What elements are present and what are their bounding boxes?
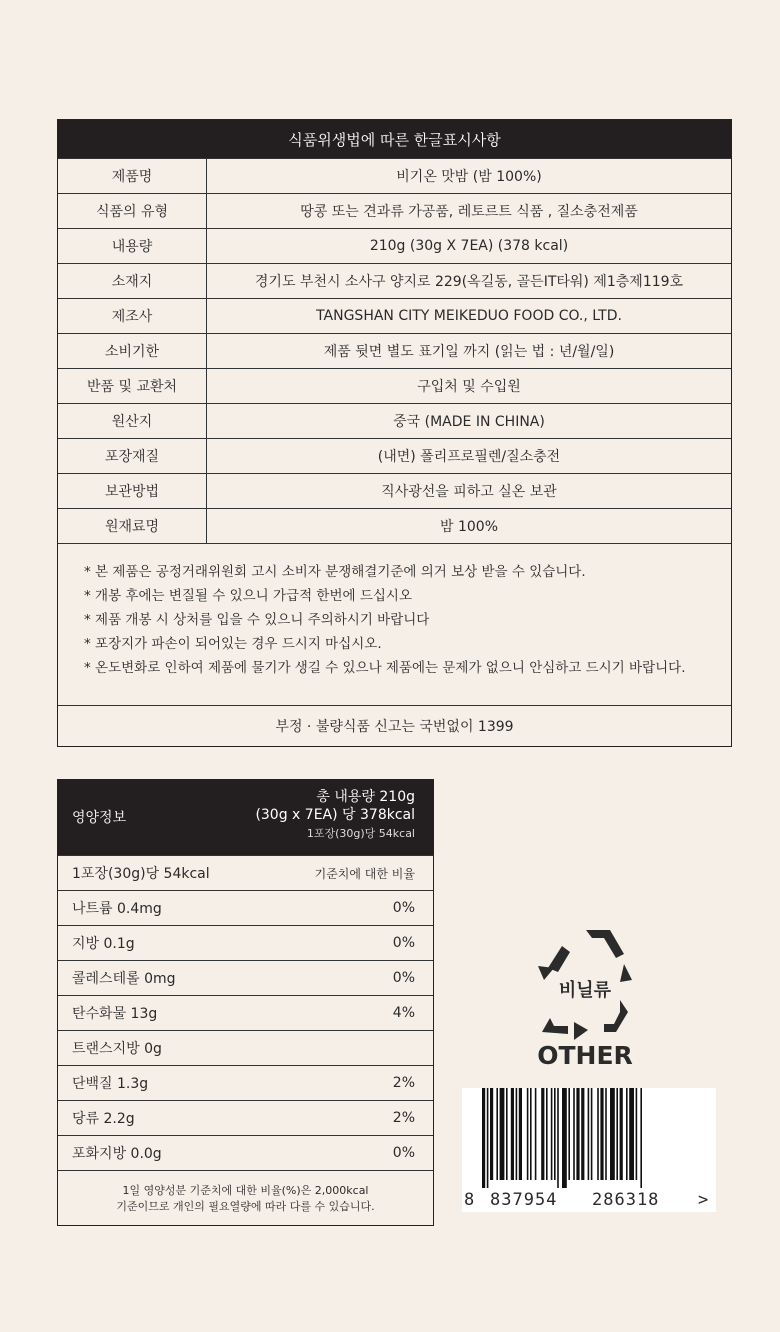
nutrient-percent: 0%	[392, 900, 415, 916]
barcode-bar	[616, 1088, 618, 1180]
nutrient-name: 당류 2.2g	[72, 1111, 135, 1127]
barcode-bar	[554, 1088, 556, 1180]
serving-label: 1포장(30g)당 54kcal	[72, 866, 210, 882]
nutrition-total	[255, 788, 415, 844]
label-row	[58, 368, 731, 403]
daily-value-label: 기준치에 대한 비율	[314, 866, 415, 881]
barcode-bar	[551, 1088, 553, 1180]
barcode-bar	[487, 1088, 489, 1188]
label-row	[58, 438, 731, 473]
barcode-digits-left: 837954	[490, 1190, 558, 1210]
label-notes	[58, 543, 731, 705]
barcode-bar	[605, 1088, 607, 1180]
barcode-bar	[640, 1088, 642, 1188]
label-value: 밤 100%	[440, 519, 498, 535]
barcode-bar	[541, 1088, 544, 1180]
label-key: 보관방법	[58, 474, 207, 508]
barcode-bar	[581, 1088, 584, 1180]
label-table-title: 식품위생법에 따른 한글표시사항	[58, 120, 731, 158]
barcode-bar	[535, 1088, 537, 1180]
label-key: 제조사	[58, 299, 207, 333]
label-row	[58, 508, 731, 543]
label-key: 반품 및 교환처	[58, 369, 207, 403]
label-row	[58, 333, 731, 368]
nutrient-row	[58, 1135, 433, 1170]
barcode-digits	[462, 1188, 716, 1212]
total-line-2: (30g x 7EA) 당 378kcal	[255, 807, 415, 823]
barcode-bar	[626, 1088, 628, 1180]
label-key: 포장재질	[58, 439, 207, 473]
nutrient-percent: 4%	[392, 1005, 415, 1021]
nutrient-row	[58, 995, 433, 1030]
nutrient-name: 지방 0.1g	[72, 936, 135, 952]
label-row	[58, 298, 731, 333]
barcode-icon	[482, 1088, 692, 1188]
barcode-digit-first: 8	[464, 1190, 475, 1210]
nutrient-name: 단백질 1.3g	[72, 1076, 149, 1092]
recycle-material: 비닐류	[558, 980, 612, 1001]
note-item: * 온도변화로 인하여 제품에 물기가 생길 수 있으나 제품에는 문제가 없으니 안심하고 드시기 바랍니다.	[84, 656, 731, 680]
label-value: 구입처 및 수입원	[417, 379, 521, 395]
recycle-code: OTHER	[537, 1041, 633, 1070]
barcode-bar	[600, 1088, 603, 1180]
label-key: 제품명	[58, 159, 207, 193]
label-row	[58, 263, 731, 298]
nutrient-row	[58, 890, 433, 925]
barcode-bar	[576, 1088, 579, 1180]
barcode-bar	[588, 1088, 590, 1180]
barcode-bar	[591, 1088, 593, 1180]
barcode-bar	[516, 1088, 518, 1180]
nutrient-percent: 0%	[392, 970, 415, 986]
label-key: 식품의 유형	[58, 194, 207, 228]
barcode-bar	[496, 1088, 498, 1180]
nutrient-name: 나트륨 0.4mg	[72, 901, 162, 917]
barcode	[462, 1088, 716, 1212]
barcode-bar	[506, 1088, 508, 1180]
label-value: 210g (30g X 7EA) (378 kcal)	[369, 238, 569, 254]
barcode-bar	[629, 1088, 634, 1180]
label-row	[58, 403, 731, 438]
nutrition-table	[57, 779, 434, 1226]
barcode-bar	[482, 1088, 485, 1188]
barcode-bar	[636, 1088, 638, 1180]
nutrient-row	[58, 1100, 433, 1135]
label-value: (내면) 폴리프로필렌/질소충전	[377, 449, 561, 465]
barcode-bar	[490, 1088, 493, 1180]
nutrient-row	[58, 1030, 433, 1065]
food-label-table	[57, 119, 732, 747]
note-item: * 포장지가 파손이 되어있는 경우 드시지 마십시오.	[84, 632, 731, 656]
nutrition-title: 영양정보	[72, 810, 127, 826]
label-value: TANGSHAN CITY MEIKEDUO FOOD CO., LTD.	[316, 308, 622, 324]
barcode-bar	[620, 1088, 623, 1180]
label-key: 원산지	[58, 404, 207, 438]
label-row	[58, 228, 731, 263]
barcode-bar	[527, 1088, 529, 1180]
barcode-bar	[519, 1088, 522, 1180]
label-key: 내용량	[58, 229, 207, 263]
label-value: 제품 뒷면 별도 표기일 까지 (읽는 법 : 년/월/일)	[323, 344, 615, 360]
footnote-line-2: 기준이므로 개인의 필요열량에 따라 다를 수 있습니다.	[116, 1200, 375, 1213]
note-item: * 제품 개봉 시 상처를 입을 수 있으니 주의하시기 바랍니다	[84, 608, 731, 632]
footnote-line-1: 1일 영양성분 기준치에 대한 비율(%)은 2,000kcal	[122, 1184, 369, 1197]
label-key: 소재지	[58, 264, 207, 298]
barcode-bar	[546, 1088, 548, 1180]
label-value: 경기도 부천시 소사구 양지로 229(옥길동, 골든IT타워) 제1층제119호	[254, 274, 684, 290]
label-key: 원재료명	[58, 509, 207, 543]
nutrient-row	[58, 925, 433, 960]
label-row	[58, 473, 731, 508]
nutrient-percent: 0%	[392, 1145, 415, 1161]
barcode-bar	[610, 1088, 615, 1180]
note-item: * 본 제품은 공정거래위원회 고시 소비자 분쟁해결기준에 의거 보상 받을 수 있습니다.	[84, 560, 731, 584]
nutrition-footnote	[58, 1170, 433, 1225]
nutrition-subheader	[58, 855, 433, 890]
barcode-bar	[530, 1088, 532, 1180]
nutrient-row	[58, 1065, 433, 1100]
barcode-bar	[562, 1088, 567, 1188]
nutrient-percent: 0%	[392, 935, 415, 951]
recycle-mark	[520, 922, 650, 1072]
nutrient-percent: 2%	[392, 1110, 415, 1126]
label-footer: 부정 · 불량식품 신고는 국번없이 1399	[58, 705, 731, 746]
barcode-bar	[568, 1088, 570, 1180]
label-value: 중국 (MADE IN CHINA)	[393, 414, 545, 430]
label-row	[58, 193, 731, 228]
label-value: 비기온 맛밤 (밤 100%)	[396, 169, 542, 185]
barcode-bar	[500, 1088, 505, 1180]
label-key: 소비기한	[58, 334, 207, 368]
nutrient-percent: 2%	[392, 1075, 415, 1091]
barcode-bar	[511, 1088, 514, 1180]
note-item: * 개봉 후에는 변질될 수 있으니 가급적 한번에 드십시오	[84, 584, 731, 608]
barcode-digits-right: 286318	[592, 1190, 660, 1210]
nutrition-header	[58, 780, 433, 855]
nutrient-name: 탄수화물 13g	[72, 1006, 158, 1022]
nutrient-row	[58, 960, 433, 995]
barcode-bar	[557, 1088, 559, 1188]
label-value: 땅콩 또는 견과류 가공품, 레토르트 식품 , 질소충전제품	[300, 204, 638, 220]
total-line-1: 총 내용량 210g	[316, 789, 415, 805]
nutrient-name: 트랜스지방 0g	[72, 1041, 162, 1057]
nutrient-name: 콜레스테롤 0mg	[72, 971, 176, 987]
barcode-bar	[573, 1088, 575, 1180]
total-line-3: 1포장(30g)당 54kcal	[306, 827, 415, 840]
nutrient-name: 포화지방 0.0g	[72, 1146, 162, 1162]
barcode-bar	[597, 1088, 599, 1180]
barcode-arrow: >	[698, 1190, 709, 1210]
label-value: 직사광선을 피하고 실온 보관	[381, 484, 557, 500]
recycle-triangle-icon	[520, 922, 650, 1072]
label-row	[58, 158, 731, 193]
